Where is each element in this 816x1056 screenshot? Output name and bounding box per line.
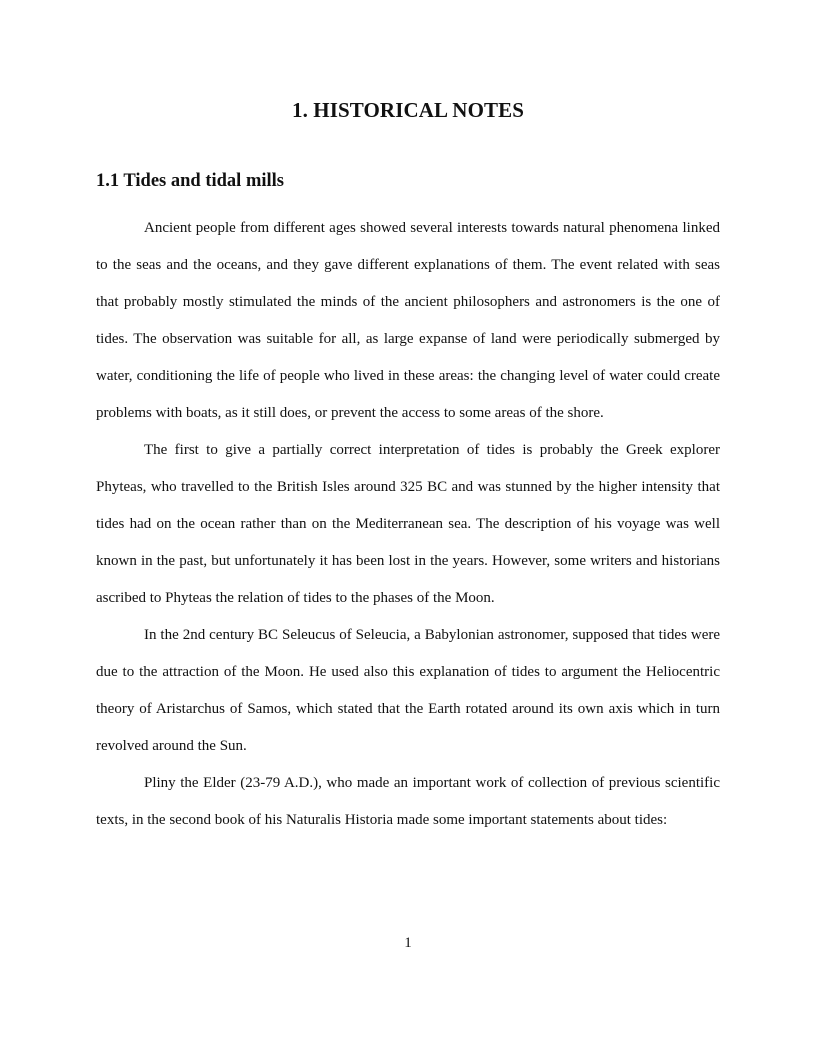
paragraph: Ancient people from different ages showed several interests towards natural phenomena linked to the seas and the oceans, and they gave different explanations of them. The event related with seas that probably mostly stimulated the minds of the ancient philosophers and astronomers is the one of tides. The observation was suitable for all, as large expanse of land were periodically submerged by water, conditioning the life of people who lived in these areas: the changing level of water could create problems with boats, as it still does, or prevent the access to some areas of the shore. [96, 220, 720, 421]
chapter-title: 1. HISTORICAL NOTES [291, 98, 524, 122]
document-page [96, 0, 720, 1056]
page-number: 1 [404, 935, 412, 951]
body-text [96, 210, 720, 839]
section-title: 1.1 Tides and tidal mills [96, 171, 284, 191]
paragraph: Pliny the Elder (23-79 A.D.), who made an important work of collection of previous scientific texts, in the second book of his Naturalis Historia made some important statements about tides: [96, 775, 720, 828]
paragraph: In the 2nd century BC Seleucus of Seleucia, a Babylonian astronomer, supposed that tides were due to the attraction of the Moon. He used also this explanation of tides to argument the Heliocentric theory of Aristarchus of Samos, which stated that the Earth rotated around its own axis which in turn revolved around the Sun. [96, 627, 720, 754]
paragraph: The first to give a partially correct interpretation of tides is probably the Greek explorer Phyteas, who travelled to the British Isles around 325 BC and was stunned by the higher intensity that tides had on the ocean rather than on the Mediterranean sea. The description of his voyage was well known in the past, but unfortunately it has been lost in the years. However, some writers and historians ascribed to Phyteas the relation of tides to the phases of the Moon. [96, 442, 720, 606]
